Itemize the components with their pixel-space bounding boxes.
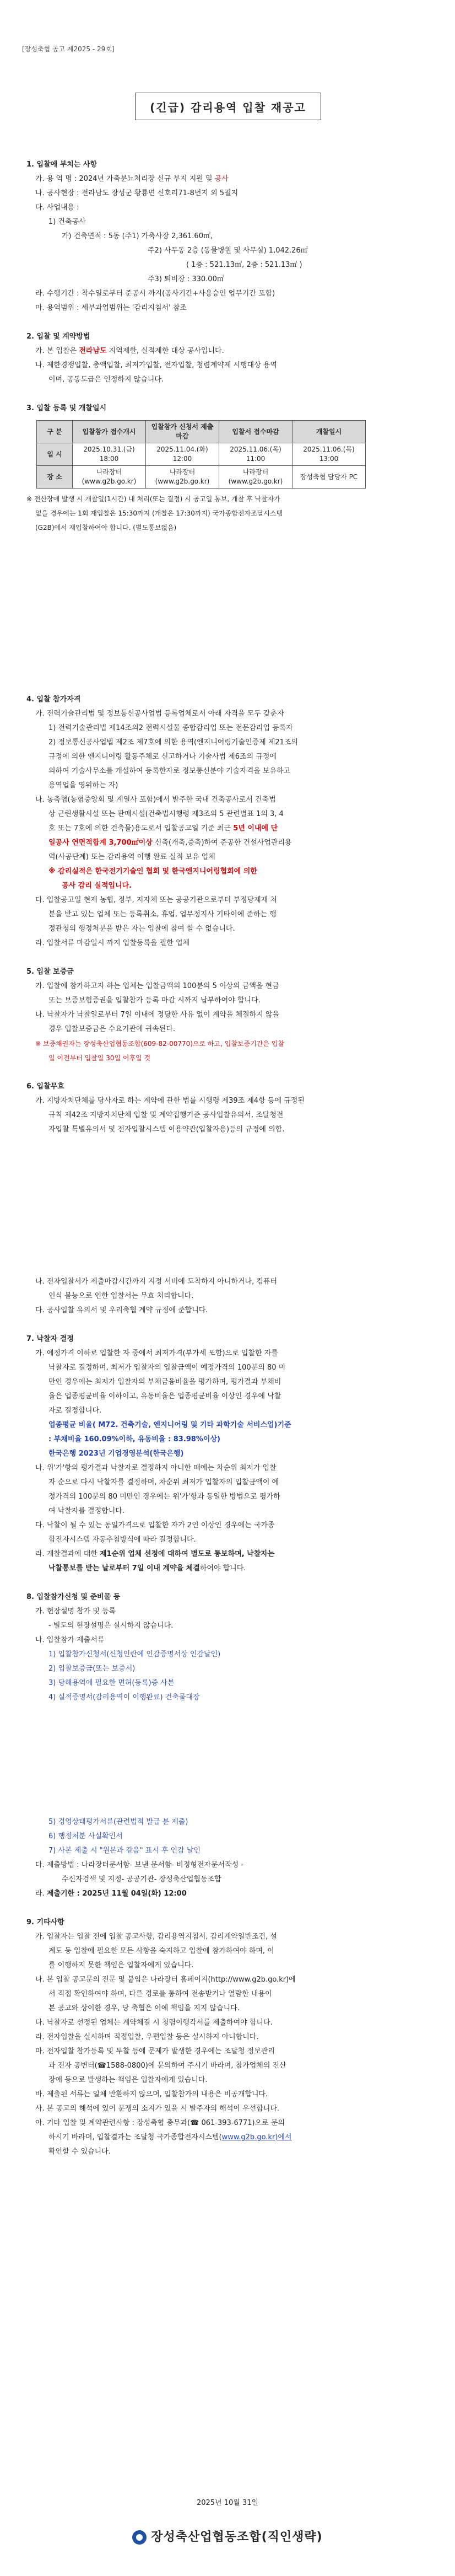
- s8-doc-2: 2) 입찰보증금(또는 보증서): [48, 1665, 136, 1673]
- s2-item-na: 나. 제한경쟁입찰, 총액입찰, 최저가입찰, 전자입찰, 청렴계약제 시행대상 용역: [35, 361, 277, 369]
- s5-item-na: 나. 낙찰자가 낙찰일로부터 7일 이내에 정당한 사유 없이 계약을 체결하지 않을: [35, 1011, 280, 1019]
- s8-doc-3: 3) 당해용역에 필요한 면허(등록)증 사본: [48, 1679, 175, 1687]
- s8-doc-7: 7) 사본 제출 시 "원본과 같음" 표시 후 인감 날인: [48, 1847, 201, 1855]
- s5-item-ga: 가. 입찰에 참가하고자 하는 업체는 입찰금액의 100분의 5 이상의 금액을 현금: [35, 982, 279, 990]
- s7-item-da2: 합전자시스템 자동추첨방식에 따라 결정합니다.: [48, 1536, 196, 1544]
- s7-item-na3: 정가격의 100분의 80 미만인 경우에는 위'가'항과 동일한 방법으로 평가하: [48, 1493, 280, 1501]
- s4-item-na3: 호 또는 7호에 의한 건축물)용도로서 입찰공고일 기준 최근 5년 이내에 단: [48, 824, 278, 833]
- s4-item-g2: 2) 정보통신공사업법 제2조 제7호에 의한 용역(엔지니어링기술인증제 제21조의: [48, 738, 299, 747]
- schedule-header-1: 입찰참가 접수개시: [73, 421, 146, 443]
- s7-item-ga2: 낙찰자로 결정하며, 최저가 입찰자의 입찰금액이 예정가격의 100분의 80 미: [48, 1364, 286, 1372]
- s4-note-1: ※ 감리실적은 한국전기기술인 협회 및 한국엔지니어링협회에 의한: [48, 867, 257, 876]
- s6-item-ga3: 자입찰 특별유의서 및 전자입찰시스템 이용약관(입찰자용)등의 규정에 의함.: [48, 1125, 285, 1134]
- document-body: [26, 143, 434, 2159]
- s8-doc-1: 1) 입찰참가신청서(신청인란에 인감증명서상 인감날인): [48, 1650, 221, 1659]
- s6-item-ga2: 규칙 제42조 지방자치단체 입찰 및 계약집행기준 공사입찰유의서, 조달청전: [48, 1111, 284, 1119]
- s6-item-na: 나. 전자입찰서가 제출마감시간까지 지정 서버에 도착하지 아니하거나, 컴퓨터: [35, 1278, 278, 1286]
- s7-ratio-line-3: 한국은행 2023년 기업경영분석(한국은행): [48, 1450, 184, 1458]
- s7-item-ga3: 만인 경우에는 최저가 입찰자의 부채금융비율을 평가하며, 평가결과 부채비: [48, 1378, 281, 1386]
- s8-item-na: 나. 입찰참가 제출서류: [35, 1636, 105, 1644]
- s9-item-ga: 가. 입찰자는 입찰 전에 입찰 공고사항, 감리용역지침서, 감리계약일반조건, 설: [35, 1933, 277, 1941]
- s9-item-na: 나. 본 입찰 공고문의 전문 및 붙임은 나라장터 홈페이지(http://www.g2b.go.kr)에: [35, 1976, 296, 1984]
- section-6-heading: 6. 입찰무효: [26, 1082, 64, 1091]
- s8-item-da2: 수신자검색 및 지정- 공공기관- 장성축산업협동조합: [62, 1875, 221, 1883]
- s4-item-da2: 분을 받고 있는 업체 또는 등록취소, 휴업, 업무정지사 기타이에 준하는 행: [48, 910, 277, 919]
- s9-item-aa3: 확인할 수 있습니다.: [48, 2148, 111, 2156]
- s3-note-2: 없을 경우에는 1회 재입찰은 15:30까지 (개찰은 17:30까지) 국가종합전자조달시스템: [35, 509, 283, 517]
- s9-item-ma2: 과 전자 공변터(☎1588-0800)에 문의하여 주시기 바라며, 참가업체의 전산: [48, 2062, 286, 2070]
- g2b-link[interactable]: www.g2b.go.kr)에서: [221, 2133, 292, 2142]
- section-2-heading: 2. 입찰 및 계약방법: [26, 332, 90, 341]
- s8-item-ga1: - 별도의 현장설명은 실시하지 않습니다.: [48, 1622, 174, 1630]
- s3-note-3: (G2B)에서 재입찰하여야 합니다. (별도통보없음): [35, 524, 177, 532]
- section-5-heading: 5. 입찰 보증금: [26, 968, 74, 976]
- logo-icon: [132, 2530, 147, 2545]
- s7-item-na4: 여 낙찰자를 결정합니다.: [48, 1507, 124, 1515]
- s4-item-g2b: 규정에 의한 엔지니어링 활동주체로 신고하거나 기술사법 제6조의 규정에: [48, 753, 277, 761]
- s4-item-da: 다. 입찰공고일 현재 농협, 정부, 지자체 또는 공공기관으로부터 부정당제재 처: [35, 896, 277, 904]
- s7-item-da: 다. 낙찰이 될 수 있는 동일가격으로 입찰한 자가 2인 이상인 경우에는 국가종: [35, 1521, 275, 1530]
- s4-item-ga: 가. 전력기술관리법 및 정보통신공사업법 등록업체로서 아래 자격을 모두 갖춘자: [35, 710, 284, 718]
- schedule-cell: 나라장터 (www.g2b.go.kr): [73, 466, 146, 489]
- s4-item-g2c: 의하여 기술사무소를 개설하여 등록한자로 정보통신분야 기술자격을 보유하고: [48, 767, 291, 775]
- s1-item-da1: 1) 건축공사: [48, 218, 86, 226]
- s1-item-ma: 마. 용역범위 : 세부과업범위는 '감리지침서' 참조: [35, 304, 187, 312]
- s7-ratio-line-2: : 부채비율 160.09%이하, 유동비율 : 83.98%이상): [48, 1435, 220, 1443]
- spacer: [26, 1137, 434, 1275]
- s9-item-na2: 서 직접 확인하여야 하며, 다른 경로를 통하여 전송받거나 열람한 내용이: [48, 1990, 272, 1998]
- s7-item-na: 나. 위'가'항의 평가결과 낙찰자로 결정하지 아니한 때에는 차순위 최저가 입찰: [35, 1464, 277, 1472]
- schedule-row-label: 일 시: [37, 443, 73, 466]
- schedule-cell: 2025.10.31.(금) 18:00: [73, 443, 146, 466]
- s5-item-ga2: 또는 보증보험증권을 입찰참가 등록 마감 시까지 납부하여야 합니다.: [48, 996, 261, 1005]
- section-9-heading: 9. 기타사항: [26, 1918, 64, 1926]
- s4-item-na4: 일공사 연면적합계 3,700㎡이상 신축(개축,증축)하여 준공한 건설사업관리용: [48, 839, 292, 847]
- section-8-heading: 8. 입찰참가신청 및 준비물 등: [26, 1593, 121, 1601]
- s9-item-da: 다. 낙찰자로 선정된 업체는 계약체결 시 청렴이행각서를 제출하여야 합니다.: [35, 2019, 273, 2027]
- schedule-cell: 2025.11.04.(화) 12:00: [146, 443, 219, 466]
- s9-item-ga3: 를 이행하지 못한 책임은 입찰자에게 있습니다.: [48, 1961, 194, 1969]
- s8-item-ga: 가. 현장설명 참가 및 등록: [35, 1607, 116, 1616]
- s9-item-ba: 바. 제출된 서류는 일체 반환하지 않으며, 입찰참가의 내용은 비공개합니다.: [35, 2090, 268, 2099]
- s2-item-na2: 이며, 공동도급은 인정하지 않습니다.: [48, 375, 164, 384]
- s4-item-na: 나. 농축협(농협중앙회 및 계열사 포함)에서 발주한 국내 건축공사로서 건축법: [35, 796, 276, 804]
- s8-item-da: 다. 제출방법 : 나라장터문서함- 보낸 문서함- 비정형전자문서작성 -: [35, 1861, 244, 1869]
- s7-item-ga5: 자로 결정합니다.: [48, 1407, 102, 1415]
- s4-item-na2: 상 근린생활시설 또는 판매시설(건축법시행령 제3조의 5 관련별표 1의 3, 4: [48, 810, 284, 818]
- document-number: [장성축협 공고 제2025 - 29호]: [22, 45, 115, 53]
- s4-item-g2d: 용역업을 영위하는 자): [48, 781, 118, 790]
- s1-item-ga: 가. 용 역 명 : 2024년 가축분뇨처리장 신규 부지 지원 및 공사: [35, 175, 229, 183]
- s7-item-ga: 가. 예정가격 이하로 입찰한 자 중에서 최저가격(부가세 포함)으로 입찰한 자를: [35, 1349, 278, 1357]
- schedule-cell: 나라장터 (www.g2b.go.kr): [146, 466, 219, 489]
- section-3-heading: 3. 입찰 등록 및 개찰일시: [26, 404, 107, 412]
- s9-item-na3: 본 공고와 상이한 경우, 당 축협은 이에 책임을 지지 않습니다.: [48, 2004, 240, 2012]
- schedule-header-4: 개찰일시: [292, 421, 366, 443]
- s9-item-aa: 아. 기타 입찰 및 계약관련사항 : 장성축협 총무과(☎ 061-393-6771)으로 문의: [35, 2119, 285, 2127]
- s7-item-ra: 라. 개찰결과에 대한 제1순위 업체 선정에 대하여 별도로 통보하며, 낙찰자는: [35, 1550, 275, 1558]
- schedule-header-3: 입찰서 접수마감: [219, 421, 292, 443]
- s7-item-ga4: 율은 업종평균비율 이하이고, 유동비율은 업종평균비율 이상인 경우에 낙찰: [48, 1392, 281, 1400]
- section-4-heading: 4. 입찰 참가자격: [26, 695, 81, 704]
- schedule-cell: 2025.11.06.(목) 11:00: [219, 443, 292, 466]
- s3-note-1: ※ 전산장애 발생 시 개찰일(1시간) 내 처리(또는 결정) 시 공고일 통보, 개찰 후 낙찰자가: [26, 495, 280, 503]
- s9-item-ma3: 장애 등으로 발생하는 책임은 입찰자에게 있습니다.: [48, 2076, 208, 2084]
- schedule-cell: 2025.11.06.(목) 13:00: [292, 443, 366, 466]
- s4-item-da3: 정관청의 행정처분을 받은 자는 입찰에 참여 할 수 없습니다.: [48, 925, 235, 933]
- s4-note-2: 공사 감리 실적입니다.: [62, 882, 132, 890]
- s8-doc-6: 6) 행정처분 사실확인서: [48, 1832, 123, 1840]
- s9-item-ga2: 계도 등 입찰에 필요한 모든 사항을 숙지하고 입찰에 참가하여야 하며, 이: [48, 1947, 274, 1955]
- s7-item-ra2: 낙찰통보를 받는 날로부터 7일 이내 계약을 체결하여야 합니다.: [48, 1564, 246, 1573]
- document-title: (긴급) 감리용역 입찰 재공고: [135, 93, 321, 120]
- s5-note-2: 일 이전부터 입찰일 30일 이후일 것: [48, 1054, 151, 1062]
- s5-note-1: ※ 보증채권자는 장성축산업협동조합(609-82-00770)으로 하고, 입찰보증기간은 입찰: [35, 1040, 284, 1048]
- issuer-organization: 장성축산업협동조합(직인생략): [0, 2527, 455, 2545]
- spacer: [26, 1705, 434, 1815]
- s1-item-na: 나. 공사현장 : 전라남도 장성군 황룡면 신호리71-8번지 외 5필지: [35, 189, 239, 197]
- schedule-row-label: 장 소: [37, 466, 73, 489]
- s2-item-ga: 가. 본 입찰은 전라남도 지역제한, 실적제한 대상 공사입니다.: [35, 347, 224, 355]
- s8-doc-5: 5) 경영상태평가서류(관련법적 발급 분 제출): [48, 1818, 188, 1826]
- section-1-heading: 1. 입찰에 부치는 사항: [26, 160, 98, 169]
- s9-item-aa2: 하시기 바라며, 입찰결과는 조달청 국가종합전자시스템(www.g2b.go.kr)에서: [48, 2133, 292, 2142]
- schedule-row-place: [37, 466, 366, 489]
- s4-item-g1: 1) 전력기술관리법 제14조의2 전력시설물 종합감리업 또는 전문감리업 등록자: [48, 724, 293, 732]
- s1-item-ga2b: 주2) 사무동 2층 (동물병원 및 사무실) 1,042.26㎡: [148, 246, 308, 255]
- s4-item-na5: 역(사공단계) 또는 감리용역 이행 완료 실적 보유 업체: [48, 853, 215, 861]
- s1-item-ga2c: ( 1층 : 521.13㎡, 2층 : 521.13㎡ ): [186, 261, 302, 269]
- s5-item-na2: 경우 입찰보증금은 수요기관에 귀속된다.: [48, 1025, 176, 1033]
- schedule-header-2: 입찰참가 신청서 제출마감: [146, 421, 219, 443]
- schedule-cell: 나라장터 (www.g2b.go.kr): [219, 466, 292, 489]
- s9-item-ra: 라. 전자입찰을 실시하며 직접입찰, 우편입찰 등은 실시하지 아니합니다.: [35, 2033, 259, 2041]
- s9-item-ma: 마. 전자입찰 참가등록 및 투찰 등에 문제가 발생한 경우에는 조달청 정보관리: [35, 2047, 275, 2056]
- schedule-col-label: 구 분: [37, 421, 73, 443]
- s6-item-da: 다. 공사입찰 유의서 및 우리축협 계약 규정에 준합니다.: [35, 1306, 208, 1314]
- s9-item-sa: 사. 본 공고의 해석에 있어 분쟁의 소지가 있을 시 발주자의 해석이 우선합니다.: [35, 2105, 280, 2113]
- s7-item-na2: 자 순으로 다시 낙찰자를 결정하며, 차순위 최저가 입찰자의 입찰금액이 예: [48, 1478, 279, 1486]
- s1-item-da: 다. 사업내용 :: [35, 203, 79, 212]
- s7-ratio-line-1: 업종평균 비율( M72. 건축기술, 엔지니어링 및 기타 과학기술 서비스업)기준: [48, 1421, 291, 1429]
- s4-item-ra: 라. 입찰서류 마감일시 까지 입찰등록을 필한 업체: [35, 939, 190, 947]
- s8-doc-4: 4) 실적증명서(감리용역이 이행완료) 건축물대장: [48, 1693, 200, 1702]
- s6-item-na2: 인식 불능으로 인한 입찰서는 무효 처리합니다.: [48, 1292, 194, 1300]
- schedule-row-datetime: [37, 443, 366, 466]
- s6-item-ga: 가. 지방자치단체를 당사자로 하는 계약에 관한 법률 시행령 제39조 제4항 등에 규정된: [35, 1097, 305, 1105]
- s1-item-ga2: 가) 건축면적 : 5동 (주1) 가축사장 2,361.60㎡,: [62, 232, 213, 240]
- schedule-table: [36, 420, 366, 489]
- s1-item-ra: 라. 수행기간 : 착수일로부터 준공시 까지(공사기간+사용승인 업무기간 포함): [35, 289, 275, 298]
- s1-item-ga2d: 주3) 퇴비장 : 330.00㎡: [148, 275, 224, 283]
- spacer: [26, 535, 434, 678]
- schedule-cell: 장성축협 담당자 PC: [292, 466, 366, 489]
- section-7-heading: 7. 낙찰자 결정: [26, 1335, 74, 1343]
- s8-item-ra: 라. 제출기한 : 2025년 11월 04일(화) 12:00: [35, 1890, 187, 1898]
- issue-date: 2025년 10월 31일: [196, 2499, 259, 2507]
